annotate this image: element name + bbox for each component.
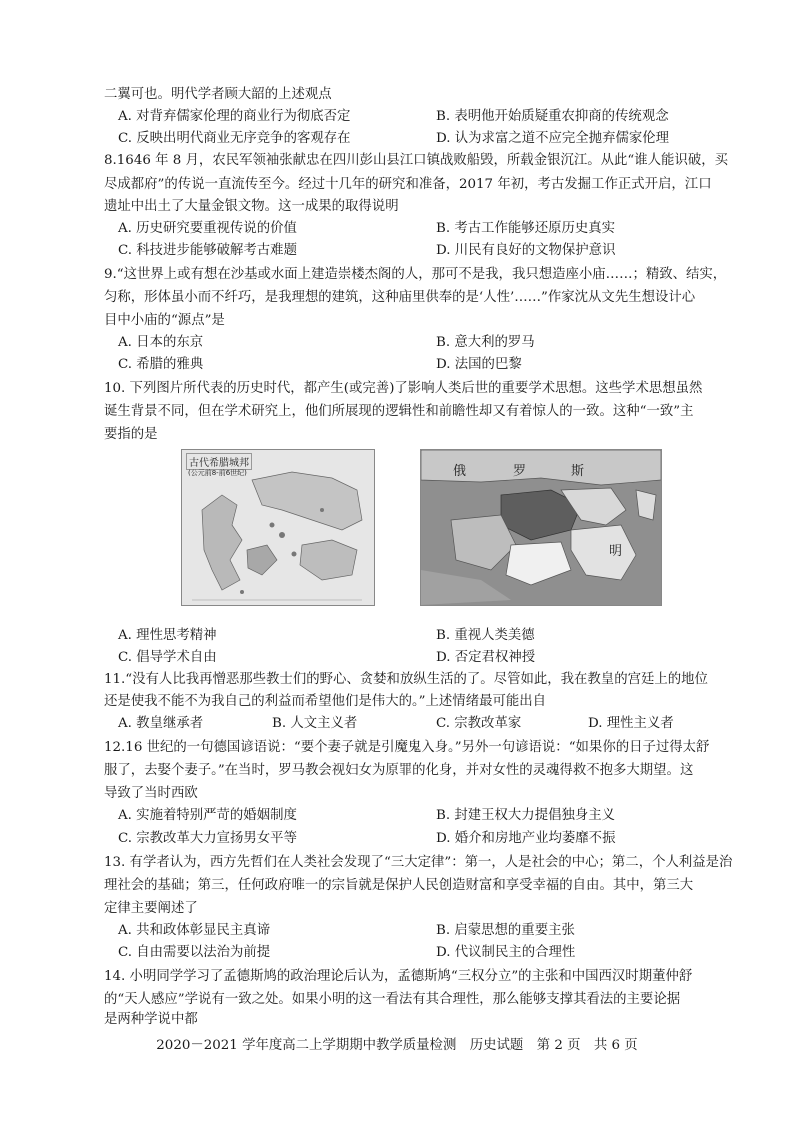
q13-option-d[interactable]: D. 代议制民主的合理性 [436, 945, 576, 960]
q9-option-b[interactable]: B. 意大利的罗马 [436, 335, 535, 350]
question-9-line-3: 目中小庙的“源点”是 [104, 313, 225, 328]
q10-option-d[interactable]: D. 否定君权神授 [436, 650, 536, 665]
q8-option-c[interactable]: C. 科技进步能够破解考古难题 [118, 243, 297, 258]
question-13-line-1: 13. 有学者认为，西方先哲们在人类社会发现了“三大定律”：第一，人是社会的中心；第二，个人利益是治 [104, 855, 733, 870]
question-12-line-1: 12.16 世纪的一句德国谚语说：“要个妻子就是引魔鬼入身。”另外一句谚语说：“如果你的日子过得太舒 [104, 740, 710, 755]
q12-option-b[interactable]: B. 封建王权大力提倡独身主义 [436, 808, 616, 823]
map1-title: 古代希腊城邦 [186, 453, 252, 470]
ming-dynasty-map [420, 449, 662, 606]
question-10-line-3: 要指的是 [104, 427, 158, 442]
q9-option-a[interactable]: A. 日本的东京 [118, 335, 204, 350]
map2-label-si: 斯 [571, 464, 585, 479]
map2-label-luo: 罗 [513, 464, 527, 479]
q11-option-b[interactable]: B. 人文主义者 [272, 716, 358, 731]
question-12-line-2: 服了，去娶个妻子。”在当时，罗马教会视妇女为原罪的化身，并对女性的灵魂得救不抱多大期望。这 [104, 763, 694, 778]
q7-option-a[interactable]: A. 对背弃儒家伦理的商业行为彻底否定 [118, 109, 351, 124]
q8-option-a[interactable]: A. 历史研究要重视传说的价值 [118, 221, 297, 236]
q7-option-b[interactable]: B. 表明他开始质疑重农抑商的传统观念 [436, 109, 669, 124]
q7-option-c[interactable]: C. 反映出明代商业无序竞争的客观存在 [118, 131, 351, 146]
q9-option-c[interactable]: C. 希腊的雅典 [118, 357, 204, 372]
question-13-line-3: 定律主要阐述了 [104, 901, 198, 916]
q9-option-d[interactable]: D. 法国的巴黎 [436, 357, 522, 372]
question-9-line-2: 匀称，形体虽小而不纤巧，是我理想的建筑，这种庙里供奉的是‘人性’……”作家沈从文先生想设计心 [104, 290, 696, 305]
question-14-line-2: 的“天人感应”学说有一致之处。如果小明的这一看法有其合理性，那么能够支撑其看法的主要论据 [104, 992, 681, 1007]
question-8-line-1: 8.1646 年 8 月，农民军领袖张献忠在四川彭山县江口镇战败船毁，所载金银沉江。从此“谁人能识破，买 [104, 153, 729, 168]
q8-option-b[interactable]: B. 考古工作能够还原历史真实 [436, 221, 616, 236]
map1-subtitle: (公元前8-前6世纪) [188, 469, 247, 477]
question-7-stem-tail: 二翼可也。明代学者顾大韶的上述观点 [104, 87, 332, 102]
question-14-line-3: 是两种学说中都 [104, 1012, 198, 1027]
question-12-line-3: 导致了当时西欧 [104, 786, 198, 801]
q12-option-c[interactable]: C. 宗教改革大力宣扬男女平等 [118, 831, 297, 846]
q11-option-d[interactable]: D. 理性主义者 [588, 716, 674, 731]
question-11-line-2: 还是使我不能不为我自己的利益而希望他们是伟大的。”上述情绪最可能出自 [104, 694, 547, 709]
map2-label-ming: 明 [609, 544, 623, 559]
question-14-line-1: 14. 小明同学学习了孟德斯鸠的政治理论后认为，孟德斯鸠“三权分立”的主张和中国西汉时期董仲舒 [104, 969, 693, 984]
question-10-line-1: 10. 下列图片所代表的历史时代，都产生(或完善)了影响人类后世的重要学术思想。这些学术思想虽然 [104, 381, 703, 396]
q10-option-a[interactable]: A. 理性思考精神 [118, 628, 217, 643]
q13-option-a[interactable]: A. 共和政体彰显民主真谛 [118, 923, 271, 938]
q12-option-a[interactable]: A. 实施着特别严苛的婚姻制度 [118, 808, 297, 823]
q13-option-c[interactable]: C. 自由需要以法治为前提 [118, 945, 271, 960]
question-9-line-1: 9.“这世界上或有想在沙基或水面上建造崇楼杰阁的人，那可不是我，我只想造座小庙……；精致、结实， [104, 267, 727, 282]
q8-option-d[interactable]: D. 川民有良好的文物保护意识 [436, 243, 616, 258]
q11-option-c[interactable]: C. 宗教改革家 [436, 716, 522, 731]
question-8-line-3: 遗址中出土了大量金银文物。这一成果的取得说明 [104, 199, 399, 214]
map2-label-e: 俄 [453, 464, 467, 479]
q7-option-d[interactable]: D. 认为求富之道不应完全抛弃儒家伦理 [436, 131, 670, 146]
question-13-line-2: 理社会的基础；第三，任何政府唯一的宗旨就是保护人民创造财富和享受幸福的自由。其中，第三大 [104, 878, 694, 893]
page-footer: 2020－2021 学年度高二上学期期中教学质量检测 历史试题 第 2 页 共 6 页 [156, 1038, 638, 1053]
q10-option-b[interactable]: B. 重视人类美德 [436, 628, 535, 643]
question-11-line-1: 11.“没有人比我再憎恶那些教士们的野心、贪婪和放纵生活的了。尽管如此，我在教皇的宫廷上的地位 [104, 672, 708, 687]
q13-option-b[interactable]: B. 启蒙思想的重要主张 [436, 923, 575, 938]
question-8-line-2: 尽成都府”的传说一直流传至今。经过十几年的研究和准备，2017 年初，考古发掘工作正式开启，江口 [104, 177, 712, 192]
q12-option-d[interactable]: D. 婚介和房地产业均萎靡不振 [436, 831, 616, 846]
question-10-line-2: 诞生背景不同，但在学术研究上，他们所展现的逻辑性和前瞻性却又有着惊人的一致。这种“一致”主 [104, 404, 694, 419]
q10-option-c[interactable]: C. 倡导学术自由 [118, 650, 217, 665]
q11-option-a[interactable]: A. 教皇继承者 [118, 716, 204, 731]
ancient-greece-map [181, 449, 375, 606]
